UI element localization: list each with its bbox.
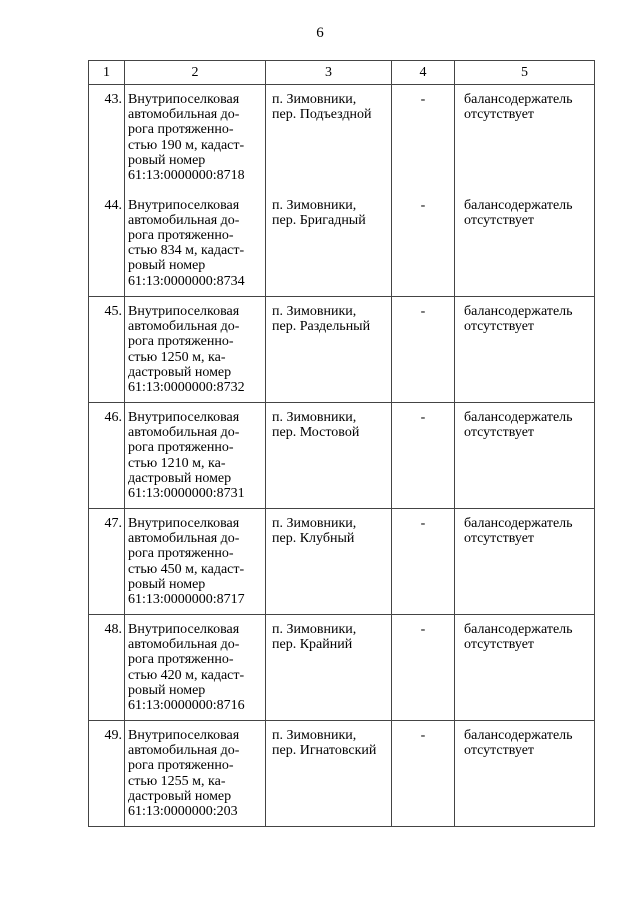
column-header-5: 5 <box>455 61 595 85</box>
holder-cell <box>455 615 595 721</box>
row-number-cell: 49. <box>89 721 125 827</box>
object-name-cell-line: стью 1210 м, ка- <box>128 455 226 471</box>
object-name-cell-line: 61:13:0000000:8716 <box>128 698 245 714</box>
object-name-cell-line: 61:13:0000000:8718 <box>128 168 245 184</box>
holder-cell-line: балансодержатель <box>464 197 573 213</box>
object-name-cell-line: стью 1255 м, ка- <box>128 773 226 789</box>
table-row <box>89 615 595 721</box>
object-name-cell-line: 61:13:0000000:203 <box>128 804 238 820</box>
table-row <box>89 191 595 297</box>
location-cell-line: п. Зимовники, <box>272 92 357 107</box>
object-name-cell-line: дастровый номер <box>128 788 232 804</box>
column-4-cell: - <box>392 85 455 191</box>
object-name-cell-line: стью 450 м, кадаст- <box>128 561 245 577</box>
object-name-cell-line: автомобильная до- <box>128 107 240 123</box>
location-cell <box>266 297 392 403</box>
table-header-row <box>89 61 595 85</box>
location-cell-line: пер. Игнатовский <box>272 743 377 759</box>
column-header-3: 3 <box>266 61 392 85</box>
holder-cell-line: балансодержатель <box>464 728 573 743</box>
holder-cell-line: отсутствует <box>464 107 535 123</box>
object-name-cell <box>125 721 266 827</box>
location-cell-line: пер. Раздельный <box>272 319 371 335</box>
holder-cell-line: балансодержатель <box>464 516 573 531</box>
object-name-cell-line: рога протяженно- <box>128 546 234 562</box>
holder-cell <box>455 297 595 403</box>
row-number-cell: 46. <box>89 403 125 509</box>
object-name-cell-line: рога протяженно- <box>128 227 234 243</box>
page-number: 6 <box>316 25 324 41</box>
object-name-cell-line: Внутрипоселковая <box>128 92 240 107</box>
object-name-cell <box>125 403 266 509</box>
location-cell-line: пер. Бригадный <box>272 212 366 228</box>
table-row <box>89 85 595 191</box>
holder-cell <box>455 509 595 615</box>
object-name-cell-line: автомобильная до- <box>128 637 240 653</box>
object-name-cell-line: ровый номер <box>128 152 206 168</box>
object-name-cell-line: автомобильная до- <box>128 212 240 228</box>
column-header-2: 2 <box>125 61 266 85</box>
location-cell <box>266 403 392 509</box>
object-name-cell <box>125 191 266 297</box>
holder-cell <box>455 403 595 509</box>
object-name-cell-line: рога протяженно- <box>128 652 234 668</box>
column-header-1: 1 <box>89 61 125 85</box>
row-number-cell: 48. <box>89 615 125 721</box>
object-name-cell-line: ровый номер <box>128 258 206 274</box>
location-cell-line: п. Зимовники, <box>272 304 357 319</box>
row-number-cell: 43. <box>89 85 125 191</box>
holder-cell-line: отсутствует <box>464 531 535 547</box>
location-cell-line: пер. Подъездной <box>272 107 372 123</box>
holder-cell-line: балансодержатель <box>464 92 573 107</box>
location-cell <box>266 721 392 827</box>
object-name-cell-line: ровый номер <box>128 576 206 592</box>
object-name-cell-line: 61:13:0000000:8717 <box>128 592 245 608</box>
holder-cell <box>455 721 595 827</box>
object-name-cell-line: Внутрипоселковая <box>128 410 240 425</box>
location-cell-line: п. Зимовники, <box>272 728 357 743</box>
holder-cell-line: балансодержатель <box>464 622 573 637</box>
location-cell <box>266 191 392 297</box>
property-registry-table <box>88 60 595 827</box>
object-name-cell-line: 61:13:0000000:8732 <box>128 380 245 396</box>
column-4-cell: - <box>392 721 455 827</box>
column-4-cell: - <box>392 509 455 615</box>
holder-cell-line: балансодержатель <box>464 304 573 319</box>
location-cell-line: пер. Клубный <box>272 531 355 547</box>
object-name-cell-line: стью 420 м, кадаст- <box>128 667 245 683</box>
row-number-cell: 44. <box>89 191 125 297</box>
column-4-cell: - <box>392 191 455 297</box>
row-number-cell: 47. <box>89 509 125 615</box>
object-name-cell <box>125 297 266 403</box>
column-4-cell: - <box>392 615 455 721</box>
object-name-cell <box>125 85 266 191</box>
object-name-cell-line: Внутрипоселковая <box>128 516 240 531</box>
object-name-cell <box>125 509 266 615</box>
column-4-cell: - <box>392 403 455 509</box>
object-name-cell-line: стью 190 м, кадаст- <box>128 137 245 153</box>
location-cell-line: п. Зимовники, <box>272 197 357 213</box>
table-row <box>89 721 595 827</box>
table-body <box>89 85 595 827</box>
table-row <box>89 403 595 509</box>
object-name-cell-line: Внутрипоселковая <box>128 728 240 743</box>
object-name-cell-line: рога протяженно- <box>128 440 234 456</box>
holder-cell <box>455 191 595 297</box>
holder-cell-line: балансодержатель <box>464 410 573 425</box>
object-name-cell-line: Внутрипоселковая <box>128 622 240 637</box>
holder-cell <box>455 85 595 191</box>
object-name-cell-line: рога протяженно- <box>128 758 234 774</box>
holder-cell-line: отсутствует <box>464 212 535 228</box>
column-header-4: 4 <box>392 61 455 85</box>
location-cell <box>266 615 392 721</box>
object-name-cell-line: ровый номер <box>128 682 206 698</box>
object-name-cell-line: автомобильная до- <box>128 743 240 759</box>
object-name-cell <box>125 615 266 721</box>
location-cell-line: п. Зимовники, <box>272 410 357 425</box>
object-name-cell-line: автомобильная до- <box>128 319 240 335</box>
object-name-cell-line: 61:13:0000000:8734 <box>128 273 245 289</box>
table-row <box>89 509 595 615</box>
holder-cell-line: отсутствует <box>464 319 535 335</box>
row-number-cell: 45. <box>89 297 125 403</box>
object-name-cell-line: рога протяженно- <box>128 122 234 138</box>
location-cell <box>266 85 392 191</box>
object-name-cell-line: стью 834 м, кадаст- <box>128 243 245 259</box>
object-name-cell-line: автомобильная до- <box>128 425 240 441</box>
object-name-cell-line: дастровый номер <box>128 364 232 380</box>
holder-cell-line: отсутствует <box>464 637 535 653</box>
column-4-cell: - <box>392 297 455 403</box>
holder-cell-line: отсутствует <box>464 743 535 759</box>
object-name-cell-line: рога протяженно- <box>128 334 234 350</box>
object-name-cell-line: дастровый номер <box>128 470 232 486</box>
location-cell-line: пер. Крайний <box>272 637 353 653</box>
location-cell <box>266 509 392 615</box>
location-cell-line: п. Зимовники, <box>272 516 357 531</box>
object-name-cell-line: автомобильная до- <box>128 531 240 547</box>
holder-cell-line: отсутствует <box>464 425 535 441</box>
location-cell-line: пер. Мостовой <box>272 425 360 441</box>
object-name-cell-line: 61:13:0000000:8731 <box>128 486 245 502</box>
table-row <box>89 297 595 403</box>
object-name-cell-line: Внутрипоселковая <box>128 197 240 213</box>
object-name-cell-line: стью 1250 м, ка- <box>128 349 226 365</box>
location-cell-line: п. Зимовники, <box>272 622 357 637</box>
object-name-cell-line: Внутрипоселковая <box>128 304 240 319</box>
